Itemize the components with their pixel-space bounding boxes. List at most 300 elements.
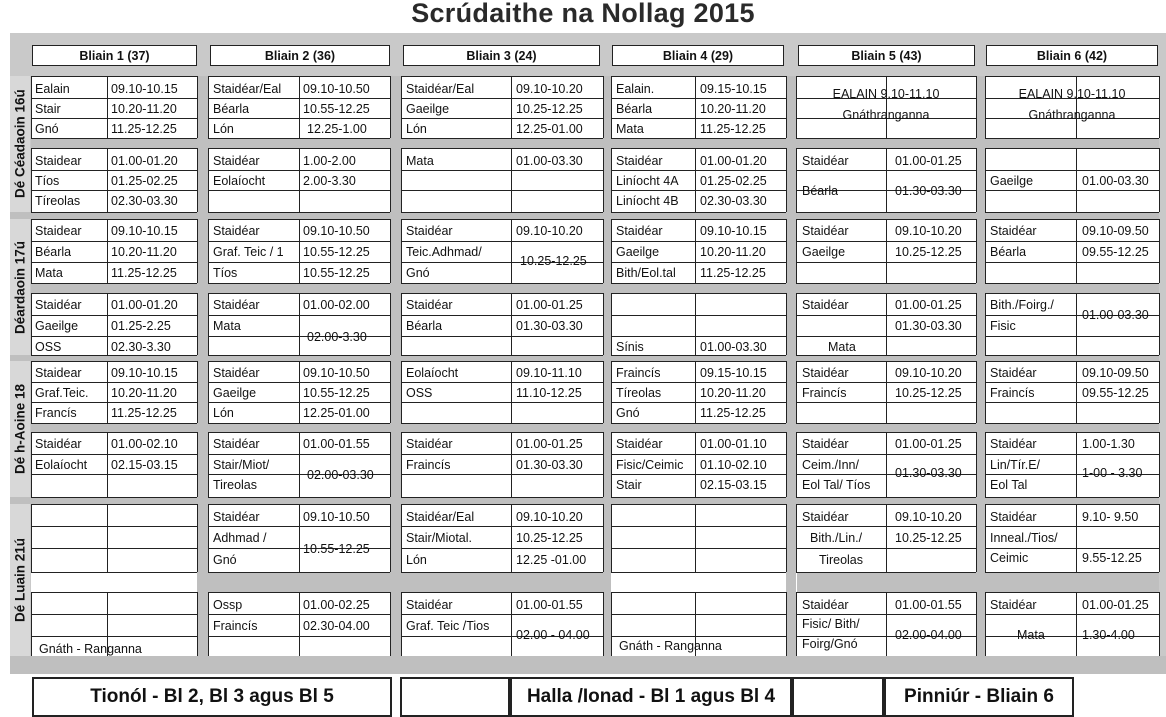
timetable-cell: Graf. Teic / 1 [213,245,284,259]
timetable-cell: Lón [213,122,234,136]
grid-vline [511,219,512,283]
grid-hline [31,423,197,424]
grid-hline [611,382,786,383]
grid-vline [786,219,787,283]
timetable-cell: Staidéar [213,366,260,380]
grid-hline [611,548,786,549]
timetable-cell: 01.00-01.55 [516,598,583,612]
grid-hline [985,355,1159,356]
timetable-cell: 11.25-12.25 [700,122,766,136]
grid-vline [208,76,209,138]
grid-vline [1159,592,1160,656]
timetable-cell: Gaeilge [213,386,257,400]
grid-vline [695,76,696,138]
grid-vline [985,504,986,572]
grid-vline [511,592,512,656]
footer-left: Tionól - Bl 2, Bl 3 agus Bl 5 [32,677,392,717]
timetable-cell: 12.25-1.00 [307,122,367,136]
grid-vline [603,293,604,355]
grid-hline [208,423,390,424]
day-label-wednesday: Dé Céadaoin 16ú [12,89,28,199]
timetable-cell: Ealain. [616,82,655,96]
timetable-cell: 09.10-10.15 [111,366,178,380]
grid-hline [611,76,786,77]
timetable-cell: 01.00-02.25 [303,598,370,612]
timetable-cell: 02.15-03.15 [111,458,178,472]
grid-hline [401,548,603,549]
grid-vline [985,293,986,355]
year-header-3: Bliain 3 (24) [403,45,600,66]
grid-vline [786,361,787,423]
timetable-cell: 11.10-12.25 [516,386,582,400]
timetable-cell: 01.30-03.30 [895,466,962,480]
grid-hline [611,454,786,455]
timetable-cell: Foirg/Gnó [802,637,858,651]
timetable-cell: Lón [213,406,234,420]
timetable-cell: 11.25-12.25 [111,266,177,280]
timetable-cell: 11.25-12.25 [111,406,177,420]
timetable-cell: 1.00-1.30 [1082,437,1135,451]
timetable-cell: 01.00-03.30 [1082,308,1149,322]
timetable-cell: 01.00-01.20 [111,298,178,312]
grid-hline [31,219,197,220]
grid-hline [401,170,603,171]
timetable-cell: 1.00-2.00 [303,154,356,168]
timetable-cell: 10.20-11.20 [111,386,177,400]
timetable-cell: Mata [1017,628,1045,642]
grid-hline [401,148,603,149]
grid-hline [611,402,786,403]
timetable-cell: 09.10-10.20 [895,366,962,380]
grid-vline [208,361,209,423]
grid-vline [208,504,209,572]
timetable-cell: 09.10-10.50 [303,366,370,380]
timetable-cell: Mata [406,154,434,168]
timetable-cell: Staidéar [802,598,849,612]
grid-vline [976,293,977,355]
grid-hline [31,382,197,383]
grid-vline [31,148,32,212]
day-label-friday: Dé h-Aoine 18 [12,383,28,475]
grid-vline [786,76,787,138]
grid-hline [401,474,603,475]
timetable-cell: Fraincís [213,619,258,633]
grid-vline [197,592,198,656]
grid-hline [611,474,786,475]
timetable-cell: 02.00-04.00 [895,628,962,642]
timetable-cell: 02.30-03.30 [111,194,178,208]
merged-line: EALAIN 9.10-11.10 [832,87,940,101]
timetable-cell: 01.30-03.30 [516,458,583,472]
timetable-cell: 09.10-10.50 [303,82,370,96]
grid-vline [401,76,402,138]
timetable-cell: 10.25-12.25 [516,102,583,116]
grid-hline [611,504,786,505]
grid-vline [796,148,797,212]
timetable-cell: Staidéar [35,437,82,451]
grid-hline [401,526,603,527]
timetable-cell: Tíreolas [616,386,662,400]
break-band [208,572,605,592]
grid-hline [31,293,197,294]
timetable-cell: Staidéar [990,224,1037,238]
grid-hline [401,572,603,573]
timetable-cell: 12.25 -01.00 [516,553,587,567]
timetable-cell: Eolaíocht [35,458,88,472]
grid-vline [401,148,402,212]
grid-hline [401,212,603,213]
grid-vline [31,361,32,423]
timetable-cell: Tíreolas [35,194,81,208]
grid-vline [31,504,32,572]
grid-hline [401,402,603,403]
grid-hline [985,432,1159,433]
timetable-cell: Ossp [213,598,243,612]
grid-vline [985,148,986,212]
grid-hline [611,170,786,171]
grid-hline [796,423,976,424]
timetable-cell: Ceim./Inn/ [802,458,859,472]
timetable-cell: OSS [406,386,433,400]
grid-hline [985,504,1159,505]
grid-hline [985,212,1159,213]
grid-vline [208,219,209,283]
timetable-cell: 09.10-10.20 [895,224,962,238]
grid-hline [208,497,390,498]
timetable-cell: 01.00-01.25 [895,437,962,451]
grid-hline [208,138,390,139]
timetable-cell: 02.30-04.00 [303,619,370,633]
timetable-cell: Gnó [616,406,640,420]
grid-vline [197,504,198,572]
timetable-cell: 09.10-11.10 [516,366,582,380]
timetable-cell: 01.10-02.10 [700,458,767,472]
grid-vline [107,361,108,423]
grid-hline [401,315,603,316]
timetable-cell: Staidéar [213,224,260,238]
grid-vline [401,361,402,423]
grid-hline [611,241,786,242]
grid-vline [299,592,300,656]
grid-hline [31,402,197,403]
grid-hline [611,315,786,316]
grid-hline [796,283,976,284]
timetable-cell: 10.20-11.20 [700,386,766,400]
grid-vline [1159,293,1160,355]
timetable-cell: 01.00-01.25 [895,154,962,168]
footer-band [10,656,1166,674]
grid-hline [985,293,1159,294]
timetable-cell: 01.00-01.20 [700,154,767,168]
timetable-cell: 01.00-03.30 [700,340,767,354]
timetable-cell: Eolaíocht [406,366,459,380]
timetable-cell: Staidéar [802,224,849,238]
timetable-cell: 09.15-10.15 [700,82,767,96]
timetable-cell: Fraincís [802,386,847,400]
grid-vline [796,504,797,572]
timetable-cell: 10.55-12.25 [303,245,370,259]
footer-middle: Halla /Ionad - Bl 1 agus Bl 4 [510,677,792,717]
timetable-cell: Staidéar [802,366,849,380]
grid-hline [985,614,1159,615]
timetable-cell: Fraincís [990,386,1035,400]
timetable-cell: 01.00-01.10 [700,437,767,451]
grid-hline [401,454,603,455]
timetable-cell: Stair [35,102,61,116]
timetable-cell: Staidéar [35,298,82,312]
grid-hline [31,474,197,475]
timetable-cell: 01.25-02.25 [700,174,767,188]
timetable-cell: 01.00-02.00 [303,298,370,312]
grid-hline [796,572,976,573]
column-separator [976,76,985,656]
timetable-cell: Staidéar [616,224,663,238]
timetable-cell: Inneal./Tios/ [990,531,1058,545]
timetable-cell: Ceimic [990,551,1029,565]
grid-hline [31,283,197,284]
grid-hline [985,76,1159,77]
grid-hline [31,361,197,362]
timetable-cell: 01.25-2.25 [111,319,171,333]
timetable-cell: 01.00-01.55 [895,598,962,612]
grid-vline [1076,293,1077,355]
grid-vline [603,148,604,212]
timetable-cell: Fraincís [406,458,451,472]
timetable-cell: 02.30-3.30 [111,340,171,354]
grid-vline [1159,432,1160,497]
timetable-cell: Staidéar [802,154,849,168]
timetable-cell: Bith./Foirg./ [990,298,1054,312]
timetable-cell: Staidéar [406,224,453,238]
timetable-cell: 02.00-3.30 [307,330,367,344]
grid-vline [299,293,300,355]
year-header-2: Bliain 2 (36) [210,45,390,66]
grid-vline [107,219,108,283]
grid-vline [1159,504,1160,572]
timetable-cell: 09.10-09.50 [1082,224,1149,238]
year-header-1: Bliain 1 (37) [32,45,197,66]
timetable-cell: 11.25-12.25 [111,122,177,136]
timetable-cell: Béarla [35,245,72,259]
timetable-cell: Mata [213,319,241,333]
grid-hline [401,241,603,242]
column-separator [603,76,611,656]
year-header-5: Bliain 5 (43) [798,45,975,66]
grid-hline [796,497,976,498]
grid-vline [985,219,986,283]
grid-vline [511,293,512,355]
grid-vline [390,76,391,138]
grid-hline [611,98,786,99]
timetable-cell: 09.10-10.50 [303,510,370,524]
timetable-cell: 01.30-03.30 [895,319,962,333]
timetable-cell: 01.00-01.25 [516,298,583,312]
grid-vline [390,504,391,572]
grid-hline [208,283,390,284]
timetable-cell: 01.30-03.30 [895,184,962,198]
grid-vline [1076,361,1077,423]
timetable-cell: Graf. Teic /Tios [406,619,490,633]
timetable-cell: 12.25-01.00 [516,122,583,136]
timetable-cell: Eolaíocht [213,174,266,188]
grid-hline [985,592,1159,593]
grid-hline [31,336,197,337]
grid-vline [390,361,391,423]
page-title: Scrúdaithe na Nollag 2015 [411,0,755,28]
timetable-cell: Tireolas [819,553,863,567]
timetable-cell: 01.00-03.30 [1082,174,1149,188]
timetable-cell: 09.55-12.25 [1082,245,1149,259]
grid-vline [1076,432,1077,497]
grid-vline [31,76,32,138]
grid-hline [611,336,786,337]
timetable-cell: Staidéar [213,437,260,451]
timetable-cell: Tíos [35,174,60,188]
timetable-cell: Staidéar [213,510,260,524]
grid-hline [31,315,197,316]
grid-hline [31,262,197,263]
timetable-cell: Fisic/Ceimic [616,458,684,472]
footer-spacer [792,677,884,717]
timetable-cell: Staidéar [990,366,1037,380]
grid-hline [31,241,197,242]
grid-vline [611,148,612,212]
timetable-cell: 10.20-11.20 [111,245,177,259]
grid-hline [401,355,603,356]
timetable-cell: 10.55-12.25 [303,266,370,280]
timetable-cell: Béarla [802,184,839,198]
timetable-cell: Staidéar [802,510,849,524]
grid-vline [1159,148,1160,212]
grid-vline [208,432,209,497]
grid-vline [1159,219,1160,283]
merged-cell-bliain6 [986,84,1158,126]
timetable-cell: 10.25-12.25 [516,531,583,545]
grid-vline [511,432,512,497]
timetable-cell: Staidéar [990,598,1037,612]
grid-hline [985,219,1159,220]
grid-vline [299,219,300,283]
timetable-cell: Béarla [213,102,250,116]
grid-vline [603,432,604,497]
grid-vline [197,293,198,355]
timetable-cell: Staidéar/Eal [406,82,475,96]
merged-line: Gnáthranganna [1028,108,1116,122]
timetable-cell: 01.00-03.30 [516,154,583,168]
grid-hline [611,614,786,615]
grid-hline [985,497,1159,498]
timetable-cell: Mata [828,340,856,354]
grid-hline [31,170,197,171]
column-separator [197,76,208,656]
timetable-cell: Liníocht 4A [616,174,679,188]
grid-hline [31,212,197,213]
grid-vline [796,219,797,283]
grid-hline [796,212,976,213]
day-separator [10,212,1159,219]
grid-vline [976,432,977,497]
timetable-cell: Staidéar [802,437,849,451]
timetable-cell: Staidear [35,154,82,168]
grid-hline [985,361,1159,362]
grid-hline [31,572,197,573]
grid-vline [511,148,512,212]
timetable-cell: 9.10- 9.50 [1082,510,1139,524]
grid-vline [31,432,32,497]
grid-vline [1076,148,1077,212]
grid-vline [985,592,986,656]
grid-hline [985,423,1159,424]
grid-hline [985,241,1159,242]
grid-vline [299,504,300,572]
grid-vline [985,432,986,497]
timetable-cell: Bith/Eol.tal [616,266,676,280]
timetable-cell: 01.00-02.10 [111,437,178,451]
grid-vline [107,148,108,212]
timetable-cell: Tireolas [213,478,257,492]
grid-hline [31,432,197,433]
timetable-cell: Bith./Lin./ [810,531,863,545]
timetable-cell: 1-00 - 3.30 [1082,466,1143,480]
grid-hline [31,138,197,139]
timetable-cell: 09.55-12.25 [1082,386,1149,400]
grid-vline [976,504,977,572]
grid-vline [1159,361,1160,423]
timetable-cell: Liníocht 4B [616,194,679,208]
timetable-cell: Staidéar [406,437,453,451]
grid-hline [31,190,197,191]
grid-hline [611,138,786,139]
grid-vline [695,432,696,497]
timetable-cell: Gaeilge [616,245,660,259]
grid-vline [786,293,787,355]
grid-vline [611,592,612,656]
grid-vline [886,432,887,497]
footer-spacer [400,677,510,717]
grid-vline [976,148,977,212]
timetable-cell: 10.25-12.25 [895,245,962,259]
timetable-cell: Teic.Adhmad/ [406,245,482,259]
grid-vline [611,504,612,572]
timetable-cell: Gaeilge [406,102,450,116]
grid-hline [401,423,603,424]
timetable-cell: 01.00-01.25 [895,298,962,312]
timetable-cell: 01.00-01.25 [1082,598,1149,612]
day-separator [10,497,1159,504]
grid-hline [611,283,786,284]
timetable-cell: Mata [35,266,63,280]
grid-vline [401,432,402,497]
grid-vline [1076,592,1077,656]
grid-vline [603,504,604,572]
grid-vline [695,219,696,283]
grid-vline [985,361,986,423]
timetable-cell: 09.10-10.15 [111,82,178,96]
timetable-cell: 09.10-10.20 [516,224,583,238]
grid-hline [401,497,603,498]
timetable-cell: 09.10-10.15 [111,224,178,238]
grid-hline [796,138,976,139]
grid-hline [401,361,603,362]
grid-hline [31,636,197,637]
grid-vline [976,592,977,656]
footer-right: Pinniúr - Bliain 6 [884,677,1074,717]
grid-vline [511,504,512,572]
timetable-cell: Gaeilge [990,174,1034,188]
timetable-cell: Gaeilge [802,245,846,259]
day-label-monday: Dé Luain 21ú [12,537,28,623]
column-separator [390,76,401,656]
